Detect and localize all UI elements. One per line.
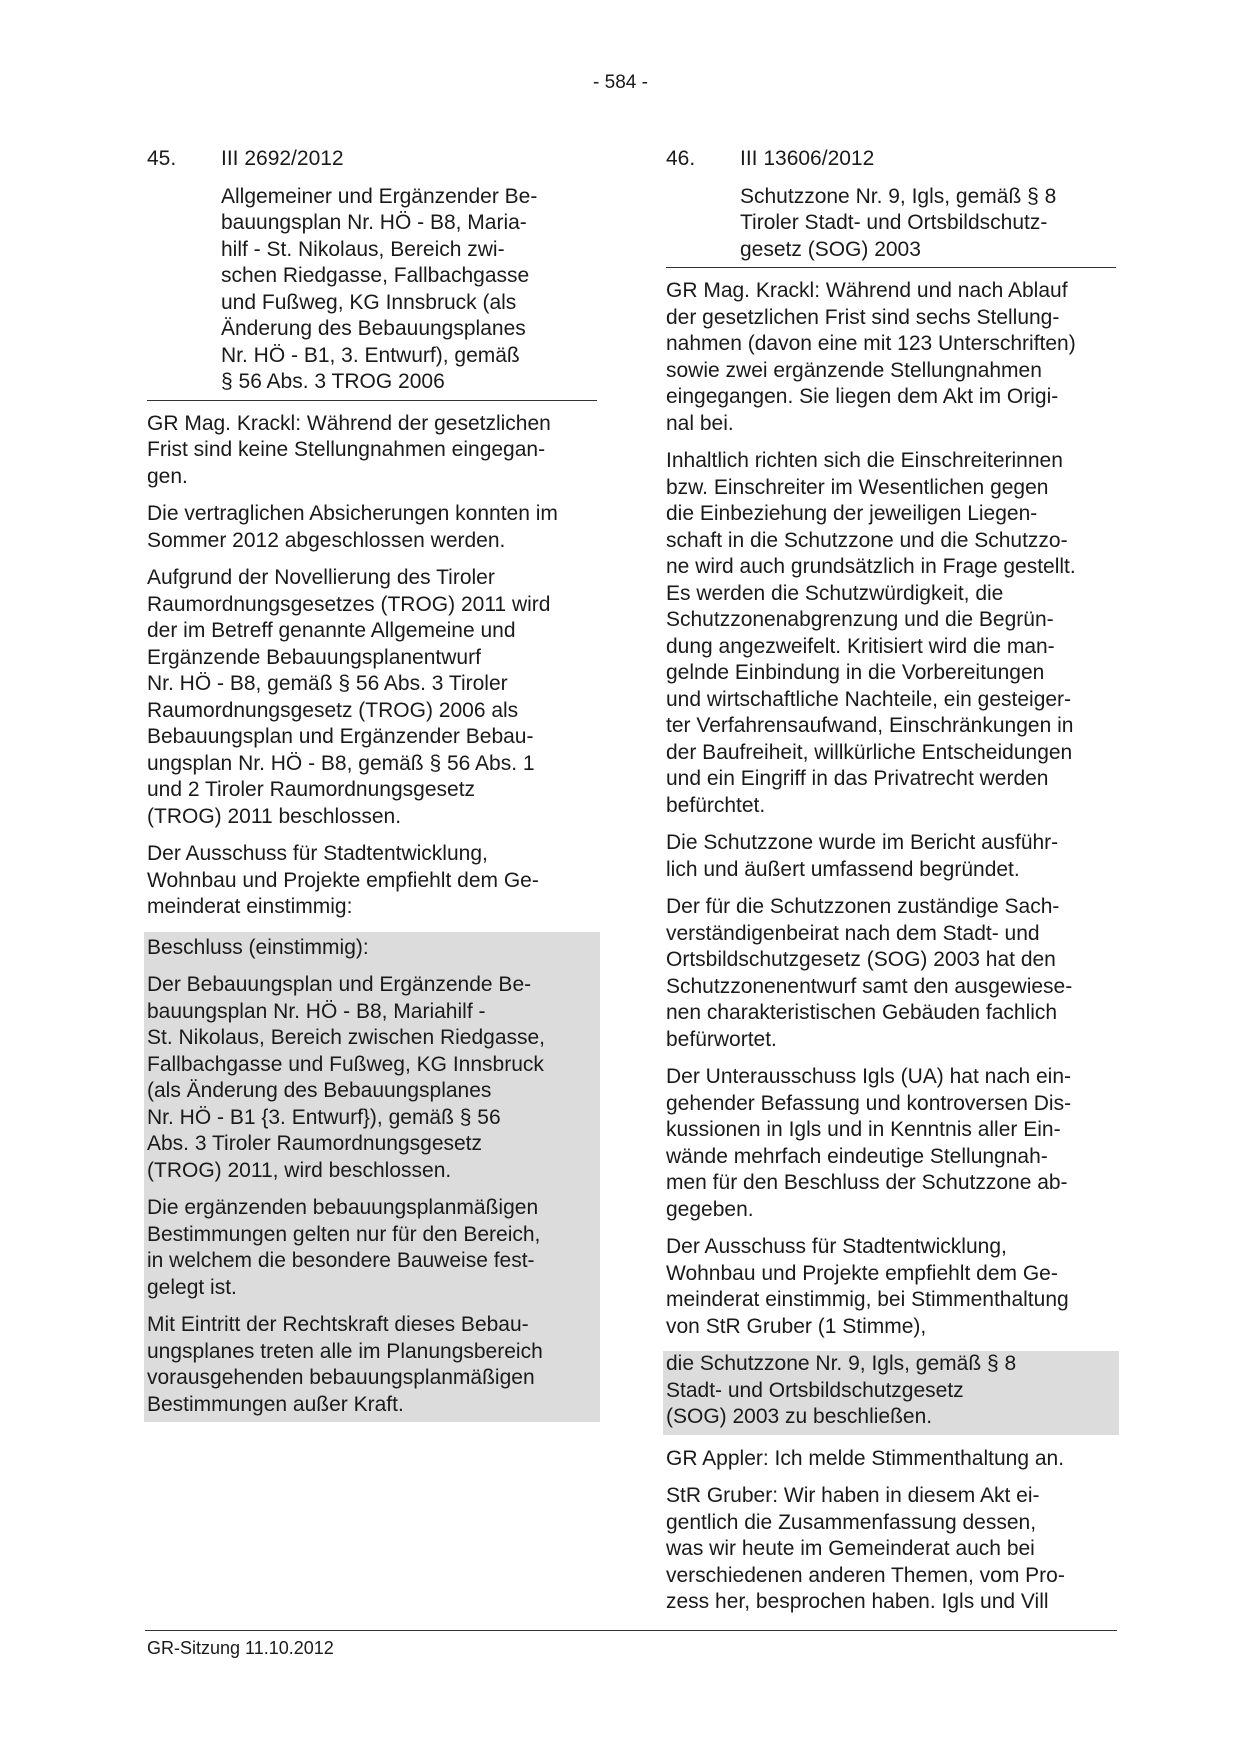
paragraph [666, 894, 1116, 1053]
text-line: ter Verfahrensaufwand, Einschränkungen in [666, 714, 1074, 737]
text-line: ungsplan Nr. HÖ - B8, gemäß § 56 Abs. 1 [147, 751, 535, 775]
text-line: Ergänzende Bebauungsplanentwurf [147, 645, 481, 669]
text-line: bauungsplan Nr. HÖ - B8, Mariahilf - [147, 999, 486, 1023]
text-line: gehender Befassung und kontroversen Dis- [666, 1091, 1072, 1115]
paragraph [147, 565, 597, 830]
right-paragraphs [666, 278, 1116, 1340]
text-line: Wohnbau und Projekte empfiehlt dem Ge- [666, 1261, 1058, 1285]
text-line: GR Mag. Krackl: Während der gesetzlichen [147, 411, 551, 435]
text-line: Ortsbildschutzgesetz (SOG) 2003 hat den [666, 948, 1056, 971]
text-line: und ein Eingriff in das Privatrecht werden [666, 767, 1049, 790]
text-line: Der Ausschuss für Stadtentwicklung, [147, 842, 488, 865]
text-line: Bestimmungen gelten nur für den Bereich, [147, 1222, 541, 1246]
text-line: Sommer 2012 abgeschlossen werden. [147, 528, 506, 552]
paragraph [666, 830, 1116, 883]
text-line: gen. [147, 464, 188, 488]
text-line: bauungsplan Nr. HÖ - B8, Maria- [221, 211, 527, 234]
text-line: eingegangen. Sie liegen dem Akt im Origi- [666, 385, 1059, 408]
text-line: gelnde Einbindung in die Vorbereitungen [666, 661, 1045, 684]
text-line: Der Ausschuss für Stadtentwicklung, [666, 1235, 1007, 1258]
footer-divider [145, 1630, 1117, 1631]
text-line: men für den Beschluss der Schutzzone ab- [666, 1171, 1068, 1194]
text-line: Nr. HÖ - B1 {3. Entwurf}), gemäß § 56 [147, 1105, 501, 1129]
text-line: in welchem die besondere Bauweise fest- [147, 1249, 535, 1272]
text-line: gentlich die Zusammenfassung dessen, [666, 1510, 1037, 1534]
text-line: die Einbeziehung der jeweiligen Liegen- [666, 502, 1038, 525]
text-line: Aufgrund der Novellierung des Tiroler [147, 566, 495, 589]
text-line: wände mehrfach eindeutige Stellungnah- [666, 1144, 1048, 1168]
text-line: GR Mag. Krackl: Während und nach Ablauf [666, 279, 1068, 302]
agenda-item-reference: III 13606/2012 [740, 147, 875, 170]
text-line: Raumordnungsgesetz (TROG) 2006 als [147, 698, 519, 722]
title-divider [666, 267, 1116, 268]
text-line: (TROG) 2011, wird beschlossen. [147, 1158, 452, 1182]
text-line: Abs. 3 Tiroler Raumordnungsgesetz [147, 1132, 483, 1155]
agenda-item-number: 46. [666, 147, 696, 170]
agenda-item-number: 45. [147, 147, 177, 170]
text-line: und Fußweg, KG Innsbruck (als [221, 290, 517, 314]
text-line: Der für die Schutzzonen zuständige Sach- [666, 895, 1060, 918]
text-line: Die ergänzenden bebauungsplanmäßigen [147, 1196, 539, 1219]
left-paragraphs [147, 411, 597, 921]
text-line: Raumordnungsgesetzes (TROG) 2011 wird [147, 592, 551, 616]
text-line: vorausgehenden bebauungsplanmäßigen [147, 1366, 535, 1389]
paragraph [666, 1234, 1116, 1340]
text-line: Tiroler Stadt- und Ortsbildschutz- [740, 211, 1048, 234]
agenda-item-45-header [147, 146, 597, 173]
paragraph [666, 1064, 1116, 1223]
decision-box [663, 1351, 1119, 1435]
text-line: gesetz (SOG) 2003 [740, 237, 921, 261]
text-line: und 2 Tiroler Raumordnungsgesetz [147, 778, 476, 801]
text-line: dung angezweifelt. Kritisiert wird die man- [666, 634, 1055, 658]
paragraph [147, 935, 597, 962]
text-line: Mit Eintritt der Rechtskraft dieses Bebau- [147, 1313, 529, 1336]
text-line: der gesetzlichen Frist sind sechs Stellung- [666, 305, 1060, 329]
text-line: zess her, besprochen haben. Igls und Vill [666, 1590, 1049, 1613]
text-line: Bebauungsplan und Ergänzender Bebau- [147, 725, 534, 748]
text-line: verständigenbeirat nach dem Stadt- und [666, 921, 1040, 945]
text-line: bzw. Einschreiter im Wesentlichen gegen [666, 475, 1049, 499]
text-line: Änderung des Bebauungsplanes [221, 317, 526, 340]
paragraph [147, 411, 597, 491]
paragraph [147, 501, 597, 554]
paragraph [666, 1446, 1116, 1473]
right-column [666, 146, 1116, 1627]
text-line: Nr. HÖ - B1, 3. Entwurf), gemäß [221, 343, 520, 367]
left-column [147, 146, 597, 1433]
text-line: Die vertraglichen Absicherungen konnten im [147, 502, 558, 525]
text-line: nen charakteristischen Gebäuden fachlich [666, 1001, 1058, 1024]
text-line: Die Schutzzone wurde im Bericht ausführ- [666, 831, 1059, 854]
title-divider [147, 400, 597, 401]
text-line: Allgemeiner und Ergänzender Be- [221, 184, 538, 208]
text-line: § 56 Abs. 3 TROG 2006 [221, 370, 445, 393]
footer-session: GR-Sitzung 11.10.2012 [147, 1638, 334, 1658]
text-line: (SOG) 2003 zu beschließen. [666, 1405, 933, 1428]
text-line: Fallbachgasse und Fußweg, KG Innsbruck [147, 1052, 544, 1076]
text-line: Beschluss (einstimmig): [147, 935, 369, 959]
paragraph [147, 841, 597, 921]
text-line: (als Änderung des Bebauungsplanes [147, 1079, 492, 1102]
text-line: befürchtet. [666, 793, 766, 817]
text-line: Es werden die Schutzwürdigkeit, die [666, 581, 1004, 605]
text-line: GR Appler: Ich melde Stimmenthaltung an. [666, 1446, 1065, 1470]
text-line: was wir heute im Gemeinderat auch bei [666, 1537, 1035, 1560]
text-line: ne wird auch grundsätzlich in Frage gestellt. [666, 555, 1076, 578]
text-line: (TROG) 2011 beschlossen. [147, 804, 402, 828]
text-line: Stadt- und Ortsbildschutzgesetz [666, 1378, 964, 1402]
text-line: nal bei. [666, 411, 734, 435]
text-line: meinderat einstimmig: [147, 895, 353, 918]
text-line: die Schutzzone Nr. 9, Igls, gemäß § 8 [666, 1352, 1017, 1375]
text-line: verschiedenen anderen Themen, vom Pro- [666, 1563, 1065, 1587]
text-line: nahmen (davon eine mit 123 Unterschriften) [666, 332, 1076, 355]
agenda-item-46-header [666, 146, 1116, 173]
text-line: lich und äußert umfassend begründet. [666, 857, 1020, 881]
text-line: befürwortet. [666, 1027, 777, 1051]
text-line: Wohnbau und Projekte empfiehlt dem Ge- [147, 868, 539, 892]
paragraph [147, 1195, 597, 1301]
text-line: kussionen in Igls und in Kenntnis aller Ein- [666, 1118, 1061, 1141]
right-after-paragraphs [666, 1446, 1116, 1616]
paragraph [666, 448, 1116, 819]
agenda-item-title [740, 184, 1116, 266]
text-line: Inhaltlich richten sich die Einschreiterinnen [666, 449, 1063, 472]
text-line: Bestimmungen außer Kraft. [147, 1392, 404, 1416]
text-line: Schutzzonenentwurf samt den ausgewiese- [666, 974, 1073, 998]
paragraph [666, 1483, 1116, 1616]
text-line: Der Bebauungsplan und Ergänzende Be- [147, 973, 532, 996]
text-line: und wirtschaftliche Nachteile, ein gesteiger- [666, 687, 1072, 711]
text-line: Schutzzonenabgrenzung und die Begrün- [666, 608, 1054, 631]
decision-box [144, 932, 600, 1423]
text-line: schen Riedgasse, Fallbachgasse [221, 264, 530, 287]
text-line: Frist sind keine Stellungnahmen eingegan- [147, 438, 546, 461]
text-line: St. Nikolaus, Bereich zwischen Riedgasse, [147, 1026, 546, 1049]
text-line: sowie zwei ergänzende Stellungnahmen [666, 358, 1042, 382]
text-line: der im Betreff genannte Allgemeine und [147, 619, 516, 642]
paragraph [147, 972, 597, 1184]
agenda-item-title [221, 184, 597, 398]
text-line: von StR Gruber (1 Stimme), [666, 1314, 927, 1338]
text-line: Der Unterausschuss Igls (UA) hat nach ein- [666, 1065, 1071, 1088]
text-line: Nr. HÖ - B8, gemäß § 56 Abs. 3 Tiroler [147, 672, 508, 695]
text-line: meinderat einstimmig, bei Stimmenthaltung [666, 1288, 1069, 1311]
text-line: hilf - St. Nikolaus, Bereich zwi- [221, 237, 505, 261]
paragraph [147, 1312, 597, 1418]
text-line: Schutzzone Nr. 9, Igls, gemäß § 8 [740, 184, 1057, 208]
text-line: gelegt ist. [147, 1275, 237, 1299]
agenda-item-reference: III 2692/2012 [221, 147, 344, 170]
page-number: - 584 - [593, 72, 648, 93]
text-line: StR Gruber: Wir haben in diesem Akt ei- [666, 1484, 1040, 1507]
text-line: der Baufreiheit, willkürliche Entscheidungen [666, 740, 1073, 764]
text-line: ungsplanes treten alle im Planungsbereich [147, 1339, 543, 1363]
text-line: gegeben. [666, 1197, 754, 1221]
paragraph [666, 278, 1116, 437]
text-line: schaft in die Schutzzone und die Schutzzo- [666, 528, 1068, 552]
